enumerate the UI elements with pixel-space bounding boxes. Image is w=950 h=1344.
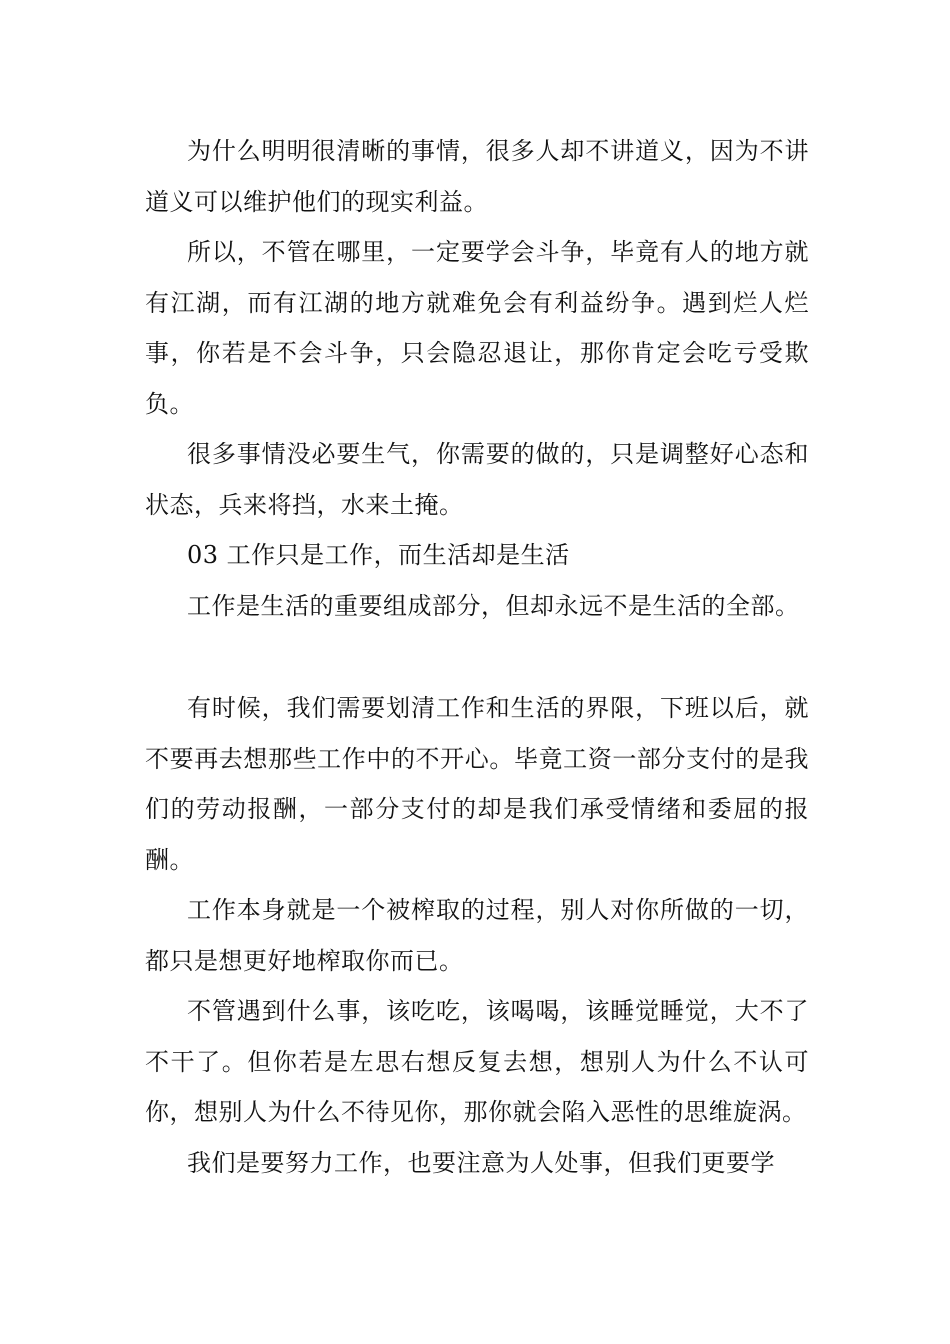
paragraph-4: 工作是生活的重要组成部分，但却永远不是生活的全部。: [187, 591, 800, 620]
paragraph-5: 有时候，我们需要划清工作和生活的界限，下班以后，就不要再去想那些工作中的不开心。毕竟工资一部分支付的是我们的劳动报酬，一部分支付的却是我们承受情绪和委屈的报酬。: [145, 694, 809, 874]
paragraph-8: 我们是要努力工作，也要注意为人处事，但我们更要学: [187, 1148, 775, 1177]
paragraph-2: 所以，不管在哪里，一定要学会斗争，毕竟有人的地方就有江湖，而有江湖的地方就难免会有利益纷争。遇到烂人烂事，你若是不会斗争，只会隐忍退让，那你肯定会吃亏受欺负。: [145, 238, 809, 418]
paragraph-gap: [145, 631, 809, 683]
section-heading: 03 工作只是工作，而生活却是生活: [187, 541, 570, 569]
paragraph-7: 不管遇到什么事，该吃吃，该喝喝，该睡觉睡觉，大不了不干了。但你若是左思右想反复去想，想别人为什么不认可你，想别人为什么不待见你，那你就会陷入恶性的思维旋涡。: [145, 997, 809, 1126]
document-body: [145, 126, 809, 1188]
paragraph-6: 工作本身就是一个被榨取的过程，别人对你所做的一切，都只是想更好地榨取你而已。: [145, 896, 809, 975]
paragraph-1: 为什么明明很清晰的事情，很多人却不讲道义，因为不讲道义可以维护他们的现实利益。: [145, 137, 809, 216]
paragraph-3: 很多事情没必要生气，你需要的做的，只是调整好心态和状态，兵来将挡，水来土掩。: [145, 440, 809, 519]
